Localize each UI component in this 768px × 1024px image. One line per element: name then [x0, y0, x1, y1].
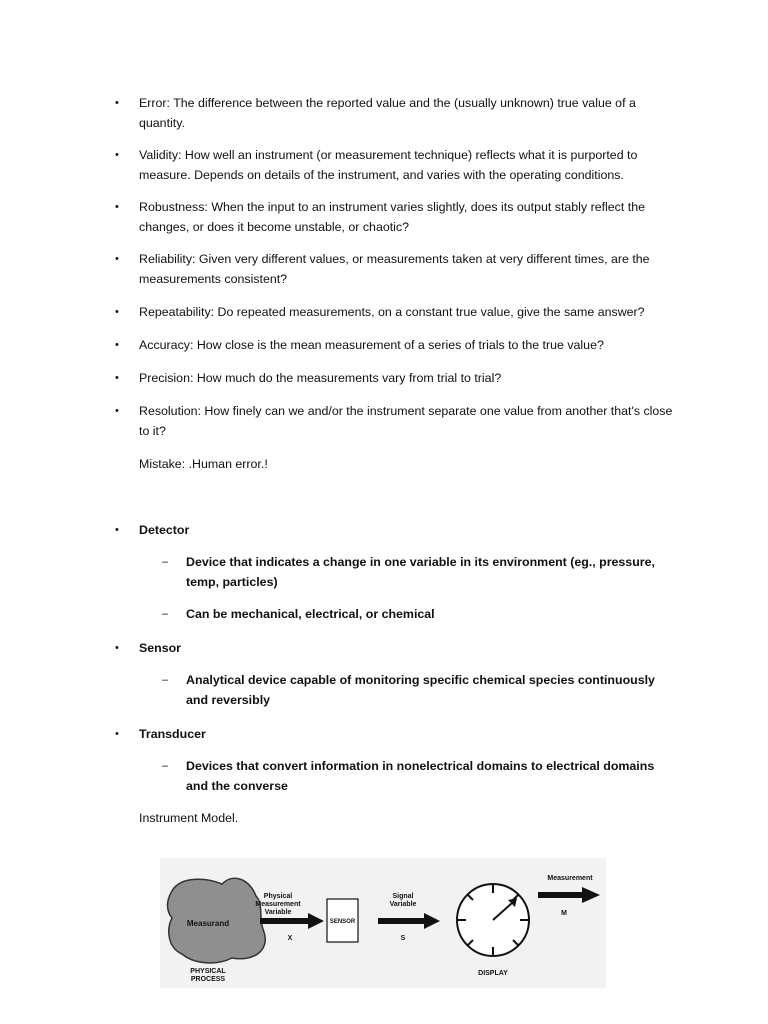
measurement-label: Measurement	[547, 875, 593, 882]
instrument-model-diagram	[160, 858, 606, 988]
pmv-label: Variable	[264, 909, 292, 916]
pmv-label: Physical	[263, 893, 293, 900]
bullet: •	[115, 149, 119, 161]
heading-text: Detector	[139, 523, 190, 537]
point-text: Can be mechanical, electrical, or chemical	[186, 607, 435, 621]
bullet: •	[115, 253, 119, 265]
point-text: Device that indicates a change in one variable in its environment (eg., pressure, temp, particles)	[186, 555, 655, 589]
point-text: Devices that convert information in nonelectrical domains to electrical domains and the converse	[186, 759, 655, 793]
point-text: Analytical device capable of monitoring specific chemical species continuously and reversibly	[186, 673, 655, 707]
instrument-model-label: Instrument Model.	[139, 811, 239, 825]
definition-text: Reliability: Given very different values, or measurements taken at very different times, are the measurements consistent?	[139, 252, 650, 286]
bullet: •	[115, 642, 119, 654]
signal-label: Signal	[392, 893, 414, 900]
dash: –	[162, 608, 169, 620]
physical-process-label: PHYSICAL	[190, 968, 226, 975]
instrument-model-svg	[160, 858, 606, 988]
definition-text: Accuracy: How close is the mean measurement of a series of trials to the true value?	[139, 338, 604, 352]
arrow-shaft	[538, 892, 584, 898]
m-label: M	[561, 910, 567, 917]
bullet: •	[115, 306, 119, 318]
display-dial	[457, 884, 529, 956]
bullet: •	[115, 339, 119, 351]
pmv-label: Measurement	[255, 901, 301, 908]
heading-text: Sensor	[139, 641, 182, 655]
sensor-box-label: SENSOR	[329, 919, 356, 925]
bullet: •	[115, 405, 119, 417]
definition-text: Validity: How well an instrument (or measurement technique) reflects what it is purported to measure. Depends on details of the instrument, and varies with the operating conditions.	[139, 148, 638, 182]
definition-text: Robustness: When the input to an instrument varies slightly, does its output stably reflect the changes, or does it become unstable, or chaotic?	[139, 200, 645, 234]
dash: –	[162, 674, 169, 686]
definition-text: Error: The difference between the reported value and the (usually unknown) true value of a quantity.	[139, 96, 636, 130]
mistake-line: Mistake: .Human error.!	[139, 457, 268, 471]
measurand-label: Measurand	[186, 919, 230, 928]
bullet: •	[115, 524, 119, 536]
bullet: •	[115, 728, 119, 740]
signal-label: Variable	[389, 901, 417, 908]
bullet: •	[115, 97, 119, 109]
dash: –	[162, 760, 169, 772]
bullet: •	[115, 372, 119, 384]
heading-text: Transducer	[139, 727, 206, 741]
arrow-shaft	[260, 918, 310, 924]
physical-process-label: PROCESS	[190, 976, 226, 983]
definition-text: Repeatability: Do repeated measurements, on a constant true value, give the same answer?	[139, 305, 645, 319]
display-label: DISPLAY	[478, 970, 508, 977]
definition-text: Precision: How much do the measurements vary from trial to trial?	[139, 371, 502, 385]
s-label: S	[400, 935, 406, 942]
dash: –	[162, 556, 169, 568]
bullet: •	[115, 201, 119, 213]
arrow-shaft	[378, 918, 426, 924]
x-label: X	[287, 935, 293, 942]
definition-text: Resolution: How finely can we and/or the instrument separate one value from another that's close to it?	[139, 404, 673, 438]
